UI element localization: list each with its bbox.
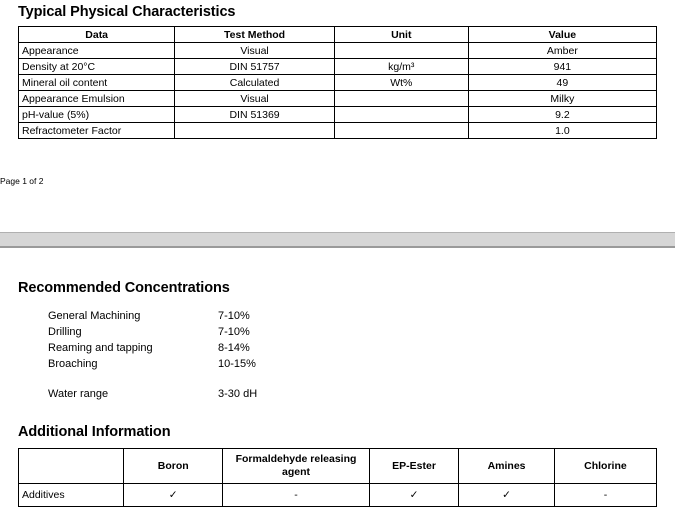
concentration-value: 10-15% xyxy=(218,358,256,370)
cell-unit xyxy=(334,107,468,123)
concentration-label: General Machining xyxy=(48,310,141,322)
divider-fill xyxy=(0,233,675,246)
cell-data: Mineral oil content xyxy=(19,75,175,91)
cell-value: 9.2 xyxy=(468,107,656,123)
column-header-blank xyxy=(19,449,124,484)
cell-formaldehyde: - xyxy=(223,484,370,507)
cell-boron: ✓ xyxy=(124,484,223,507)
table-row xyxy=(19,75,657,91)
cell-test-method: DIN 51369 xyxy=(175,107,335,123)
cell-test-method: Visual xyxy=(175,43,335,59)
cell-data: pH-value (5%) xyxy=(19,107,175,123)
column-header-chlorine: Chlorine xyxy=(554,449,656,484)
concentration-value: 7-10% xyxy=(218,310,250,322)
concentration-value: 7-10% xyxy=(218,326,250,338)
cell-test-method xyxy=(175,123,335,139)
column-header-data: Data xyxy=(19,27,175,43)
column-header-boron: Boron xyxy=(124,449,223,484)
list-item-water-range xyxy=(18,386,657,402)
cell-value: 941 xyxy=(468,59,656,75)
cell-unit xyxy=(334,43,468,59)
additional-information-table xyxy=(18,448,657,507)
cell-unit: kg/m³ xyxy=(334,59,468,75)
cell-data: Appearance Emulsion xyxy=(19,91,175,107)
section-title-concentrations: Recommended Concentrations xyxy=(18,280,230,296)
cell-row-label: Additives xyxy=(19,484,124,507)
concentration-label: Drilling xyxy=(48,326,82,338)
concentration-label: Reaming and tapping xyxy=(48,342,153,354)
page-title: Typical Physical Characteristics xyxy=(18,4,236,20)
water-range-value: 3-30 dH xyxy=(218,388,258,400)
cell-chlorine: - xyxy=(554,484,656,507)
table-row xyxy=(19,59,657,75)
cell-amines: ✓ xyxy=(459,484,555,507)
table-row xyxy=(19,43,657,59)
cell-data: Density at 20°C xyxy=(19,59,175,75)
cell-unit: Wt% xyxy=(334,75,468,91)
column-header-amines: Amines xyxy=(459,449,555,484)
concentrations-list xyxy=(18,308,657,402)
cell-test-method: DIN 51757 xyxy=(175,59,335,75)
cell-unit xyxy=(334,91,468,107)
column-header-formaldehyde: Formaldehyde releasing agent xyxy=(223,449,370,484)
cell-data: Appearance xyxy=(19,43,175,59)
cell-test-method: Calculated xyxy=(175,75,335,91)
list-item xyxy=(18,308,657,324)
divider-line-bottom xyxy=(0,246,675,248)
cell-unit xyxy=(334,123,468,139)
list-item xyxy=(18,356,657,372)
table-header-row xyxy=(19,27,657,43)
page-break-divider xyxy=(0,232,675,248)
table-row xyxy=(19,107,657,123)
column-header-value: Value xyxy=(468,27,656,43)
cell-data: Refractometer Factor xyxy=(19,123,175,139)
table-row xyxy=(19,91,657,107)
column-header-unit: Unit xyxy=(334,27,468,43)
list-item xyxy=(18,324,657,340)
table-header-row xyxy=(19,449,657,484)
column-header-test-method: Test Method xyxy=(175,27,335,43)
cell-value: 49 xyxy=(468,75,656,91)
concentration-label: Broaching xyxy=(48,358,98,370)
concentration-value: 8-14% xyxy=(218,342,250,354)
cell-value: 1.0 xyxy=(468,123,656,139)
page-footer: Page 1 of 2 xyxy=(0,176,44,186)
physical-characteristics-section xyxy=(0,0,675,139)
recommended-concentrations-section xyxy=(0,278,675,507)
list-item xyxy=(18,340,657,356)
water-range-label: Water range xyxy=(48,388,109,400)
physical-characteristics-table xyxy=(18,26,657,139)
column-header-ep-ester: EP-Ester xyxy=(369,449,458,484)
table-row xyxy=(19,123,657,139)
cell-value: Amber xyxy=(468,43,656,59)
cell-test-method: Visual xyxy=(175,91,335,107)
cell-ep-ester: ✓ xyxy=(369,484,458,507)
list-spacer xyxy=(18,372,657,386)
section-title-additional-information: Additional Information xyxy=(18,424,171,440)
table-row xyxy=(19,484,657,507)
cell-value: Milky xyxy=(468,91,656,107)
